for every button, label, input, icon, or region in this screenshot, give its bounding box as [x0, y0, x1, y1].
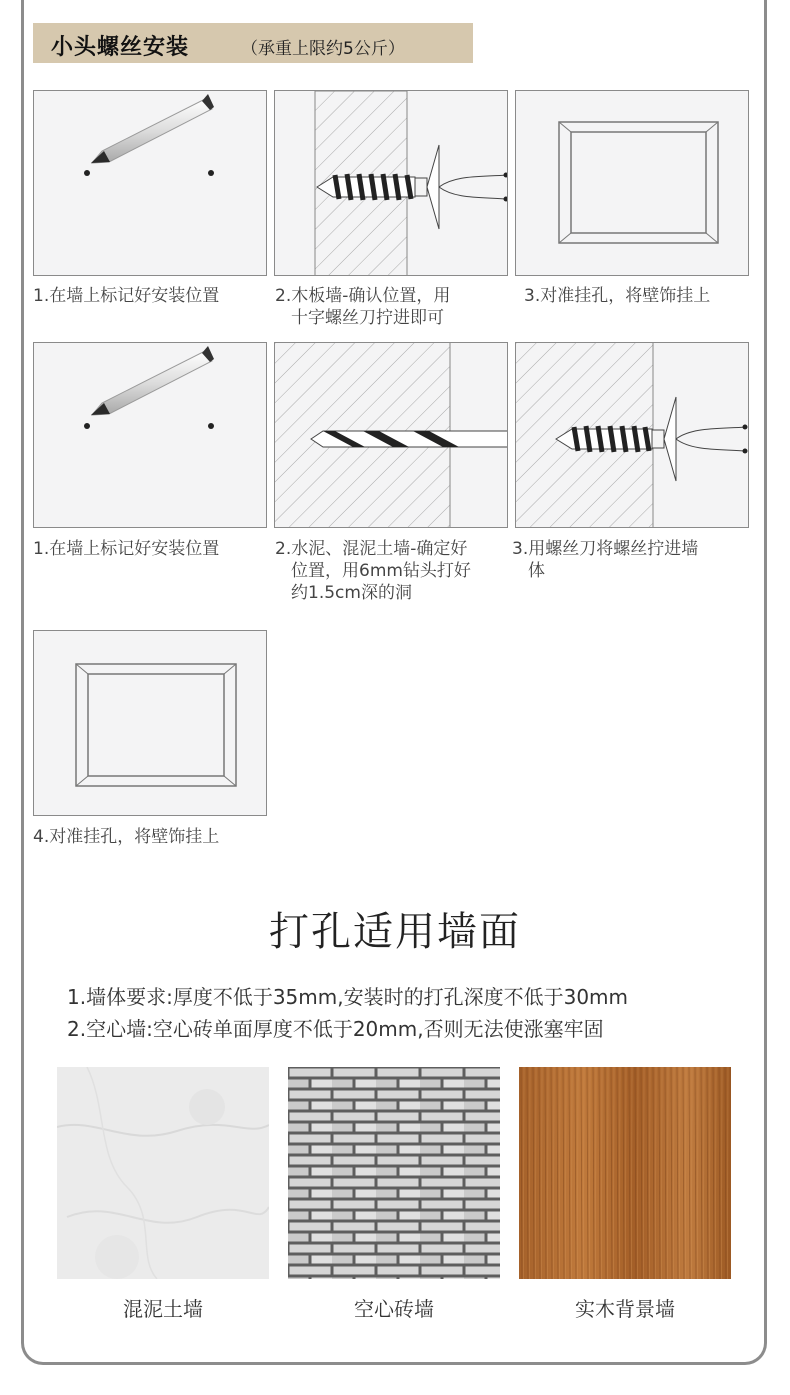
- step-card-wood-2: [274, 90, 508, 276]
- step-card-wood-3: [515, 90, 749, 276]
- header-subtitle: （承重上限约5公斤）: [241, 39, 405, 59]
- step-card-concrete-3: [515, 342, 749, 528]
- wall-image-wood: [519, 1067, 731, 1279]
- step-caption-concrete-4: 4.对准挂孔，将壁饰挂上: [33, 827, 220, 847]
- mark-dot: [208, 170, 214, 176]
- step-card-concrete-1: [33, 342, 267, 528]
- picture-frame-icon: [516, 91, 749, 276]
- step-card-concrete-2: [274, 342, 508, 528]
- wall-label-wood: 实木背景墙: [575, 1297, 675, 1321]
- requirement-1: 1.墙体要求:厚度不低于35mm,安装时的打孔深度不低于30mm: [67, 985, 629, 1009]
- step-caption-concrete-3: 3.用螺丝刀将螺丝拧进墙 体: [512, 539, 699, 581]
- wall-label-concrete: 混泥土墙: [123, 1297, 203, 1321]
- step-card-concrete-4: [33, 630, 267, 816]
- step-caption-wood-2: 2.木板墙-确认位置，用 十字螺丝刀拧进即可: [275, 286, 451, 328]
- marker-pen-icon: [91, 94, 214, 163]
- wall-image-concrete: [57, 1067, 269, 1279]
- section-header: [33, 23, 473, 63]
- mark-dot: [84, 170, 90, 176]
- step-caption-wood-3: 3.对准挂孔，将壁饰挂上: [524, 286, 711, 306]
- mark-dot: [208, 423, 214, 429]
- mark-dot: [84, 423, 90, 429]
- drill-bit-icon: [311, 431, 508, 447]
- marker-pen-icon: [91, 346, 214, 415]
- step-caption-wood-1: 1.在墙上标记好安装位置: [33, 286, 220, 306]
- picture-frame-icon: [34, 631, 267, 816]
- section-title: 打孔适用墙面: [269, 909, 521, 955]
- step-caption-concrete-2: 2.水泥、混泥土墙-确定好 位置，用6mm钻头打好 约1.5cm深的洞: [275, 539, 471, 603]
- requirement-2: 2.空心墙:空心砖单面厚度不低于20mm,否则无法使涨塞牢固: [67, 1017, 604, 1041]
- wall-label-brick: 空心砖墙: [354, 1297, 434, 1321]
- step-caption-concrete-1: 1.在墙上标记好安装位置: [33, 539, 220, 559]
- header-title: 小头螺丝安装: [51, 35, 190, 60]
- step-card-wood-1: [33, 90, 267, 276]
- wall-image-brick: [288, 1067, 500, 1279]
